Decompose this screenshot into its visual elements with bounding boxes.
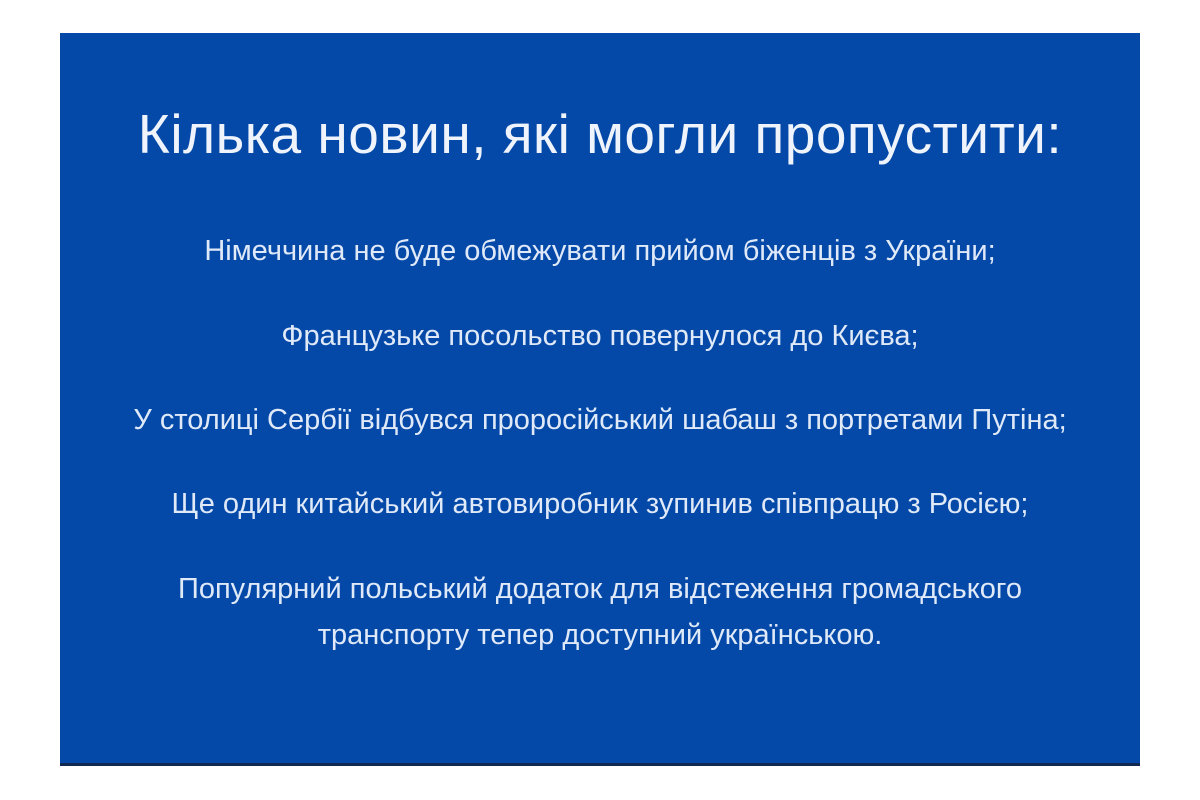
news-item-french-embassy: Французьке посольство повернулося до Києва; xyxy=(281,319,919,352)
news-item-serbia-rally: У столиці Сербії відбувся проросійський шабаш з портретами Путіна; xyxy=(133,404,1067,437)
news-item-polish-app: Популярний польський додаток для відстеження громадського транспорту тепер доступний українською. xyxy=(178,572,1022,652)
card-title: Кілька новин, які могли пропустити: xyxy=(137,103,1063,165)
news-list xyxy=(100,228,1100,658)
news-item-germany-refugees: Німеччина не буде обмежувати прийом біженців з України; xyxy=(204,235,996,268)
news-card xyxy=(60,33,1140,766)
news-item-chinese-automaker: Ще один китайський автовиробник зупинив співпрацю з Росією; xyxy=(171,488,1029,521)
